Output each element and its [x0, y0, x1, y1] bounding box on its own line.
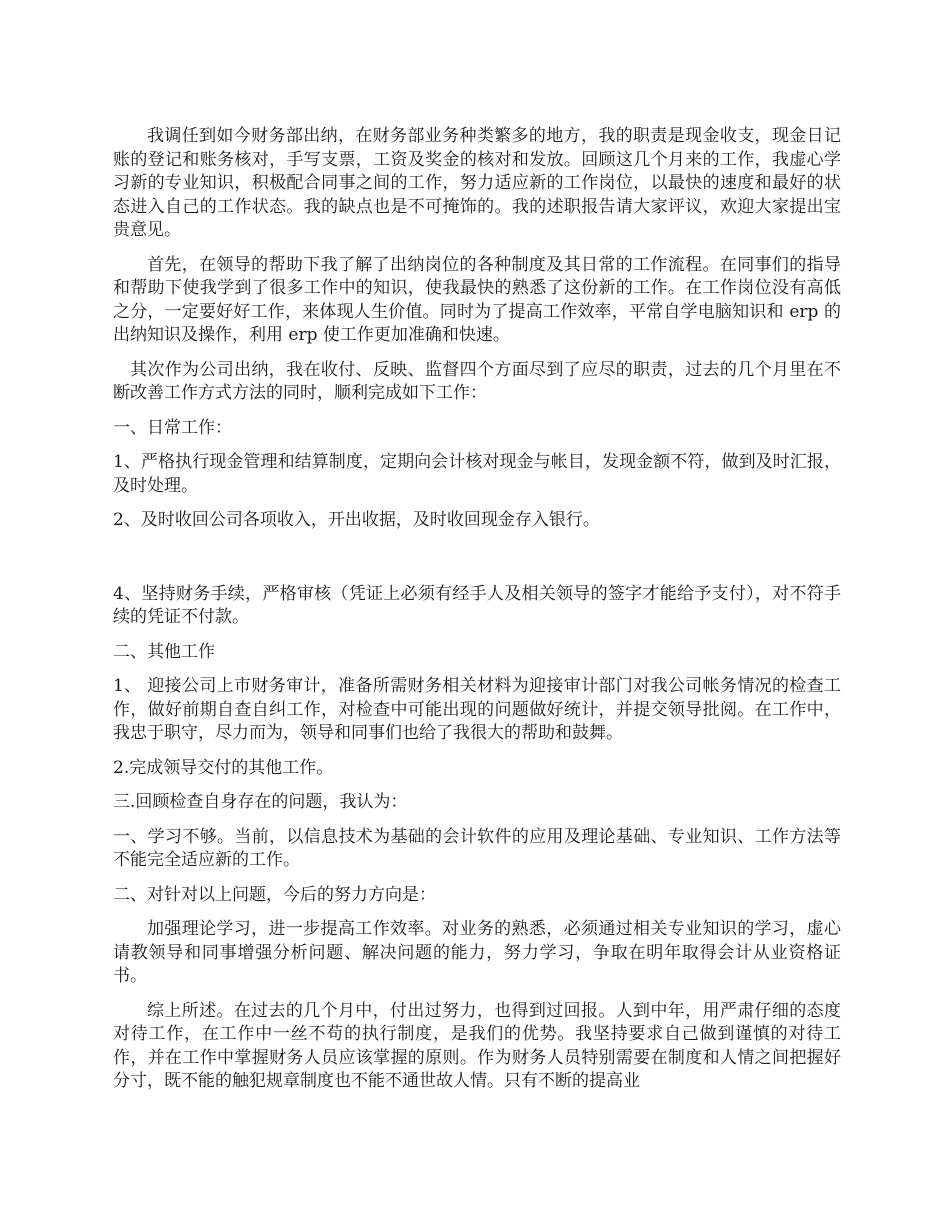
- review-item-1: 一、学习不够。当前，以信息技术为基础的会计软件的应用及理论基础、专业知识、工作方法等不能完全适应新的工作。: [113, 826, 841, 870]
- paragraph-first: 首先，在领导的帮助下我了解了出纳岗位的各种制度及其日常的工作流程。在同事们的指导和帮助下使我学到了很多工作中的知识，使我最快的熟悉了这份新的工作。在工作岗位没有高低之分，一定要好好工作，来体现人生价值。同时为了提高工作效率，平常自学电脑知识和 erp 的出纳知识及操作，利用 erp 使工作更加准确和快速。: [113, 254, 841, 345]
- list-item-4: 4、坚持财务手续，严格审核（凭证上必须有经手人及相关领导的签字才能给予支付），对不符手续的凭证不付款。: [113, 583, 841, 627]
- paragraph-intro: 我调任到如今财务部出纳，在财务部业务种类繁多的地方，我的职责是现金收支，现金日记账的登记和账务核对，手写支票，工资及奖金的核对和发放。回顾这几个月来的工作，我虚心学习新的专业知识，积极配合同事之间的工作，努力适应新的工作岗位，以最快的速度和最好的状态进入自己的工作状态。我的缺点也是不可掩饰的。我的述职报告请大家评议，欢迎大家提出宝贵意见。: [113, 126, 841, 240]
- other-item-2: 2.完成领导交付的其他工作。: [113, 757, 334, 778]
- heading-daily-work: 一、日常工作：: [113, 417, 232, 438]
- other-item-1: 1、 迎接公司上市财务审计，准备所需财务相关材料为迎接审计部门对我公司帐务情况的检查工作，做好前期自查自纠工作，对检查中可能出现的问题做好统计，并提交领导批阅。在工作中，我忠于职守，尽力而为，领导和同事们也给了我很大的帮助和鼓舞。: [113, 676, 841, 743]
- heading-review: 三.回顾检查自身存在的问题，我认为：: [113, 792, 408, 812]
- paragraph-summary: 综上所述。在过去的几个月中，付出过努力，也得到过回报。人到中年，用严肃仔细的态度对待工作，在工作中一丝不苟的执行制度，是我们的优势。我坚持要求自己做到谨慎的对待工作，并在工作中掌握财务人员应该掌握的原则。作为财务人员特别需要在制度和人情之间把握好分寸，既不能的触犯规章制度也不能不通世故人情。只有不断的提高业: [113, 1000, 841, 1091]
- list-item-2: 2、及时收回公司各项收入，开出收据，及时收回现金存入银行。: [113, 510, 600, 530]
- paragraph-second: 其次作为公司出纳，我在收付、反映、监督四个方面尽到了应尽的职责，过去的几个月里在不断改善工作方式方法的同时，顺利完成如下工作：: [113, 359, 841, 403]
- paragraph-improvement: 加强理论学习，进一步提高工作效率。对业务的熟悉，必须通过相关专业知识的学习，虚心请教领导和同事增强分析问题、解决问题的能力，努力学习，争取在明年取得会计从业资格证书。: [113, 919, 841, 986]
- heading-other-work: 二、其他工作: [113, 641, 215, 662]
- document-body: [113, 125, 841, 1105]
- blank-gap: [113, 544, 841, 583]
- list-item-1: 1、严格执行现金管理和结算制度，定期向会计核对现金与帐目，发现金额不符，做到及时汇报，及时处理。: [113, 452, 841, 496]
- review-item-2: 二、对针对以上问题，今后的努力方向是：: [113, 884, 436, 905]
